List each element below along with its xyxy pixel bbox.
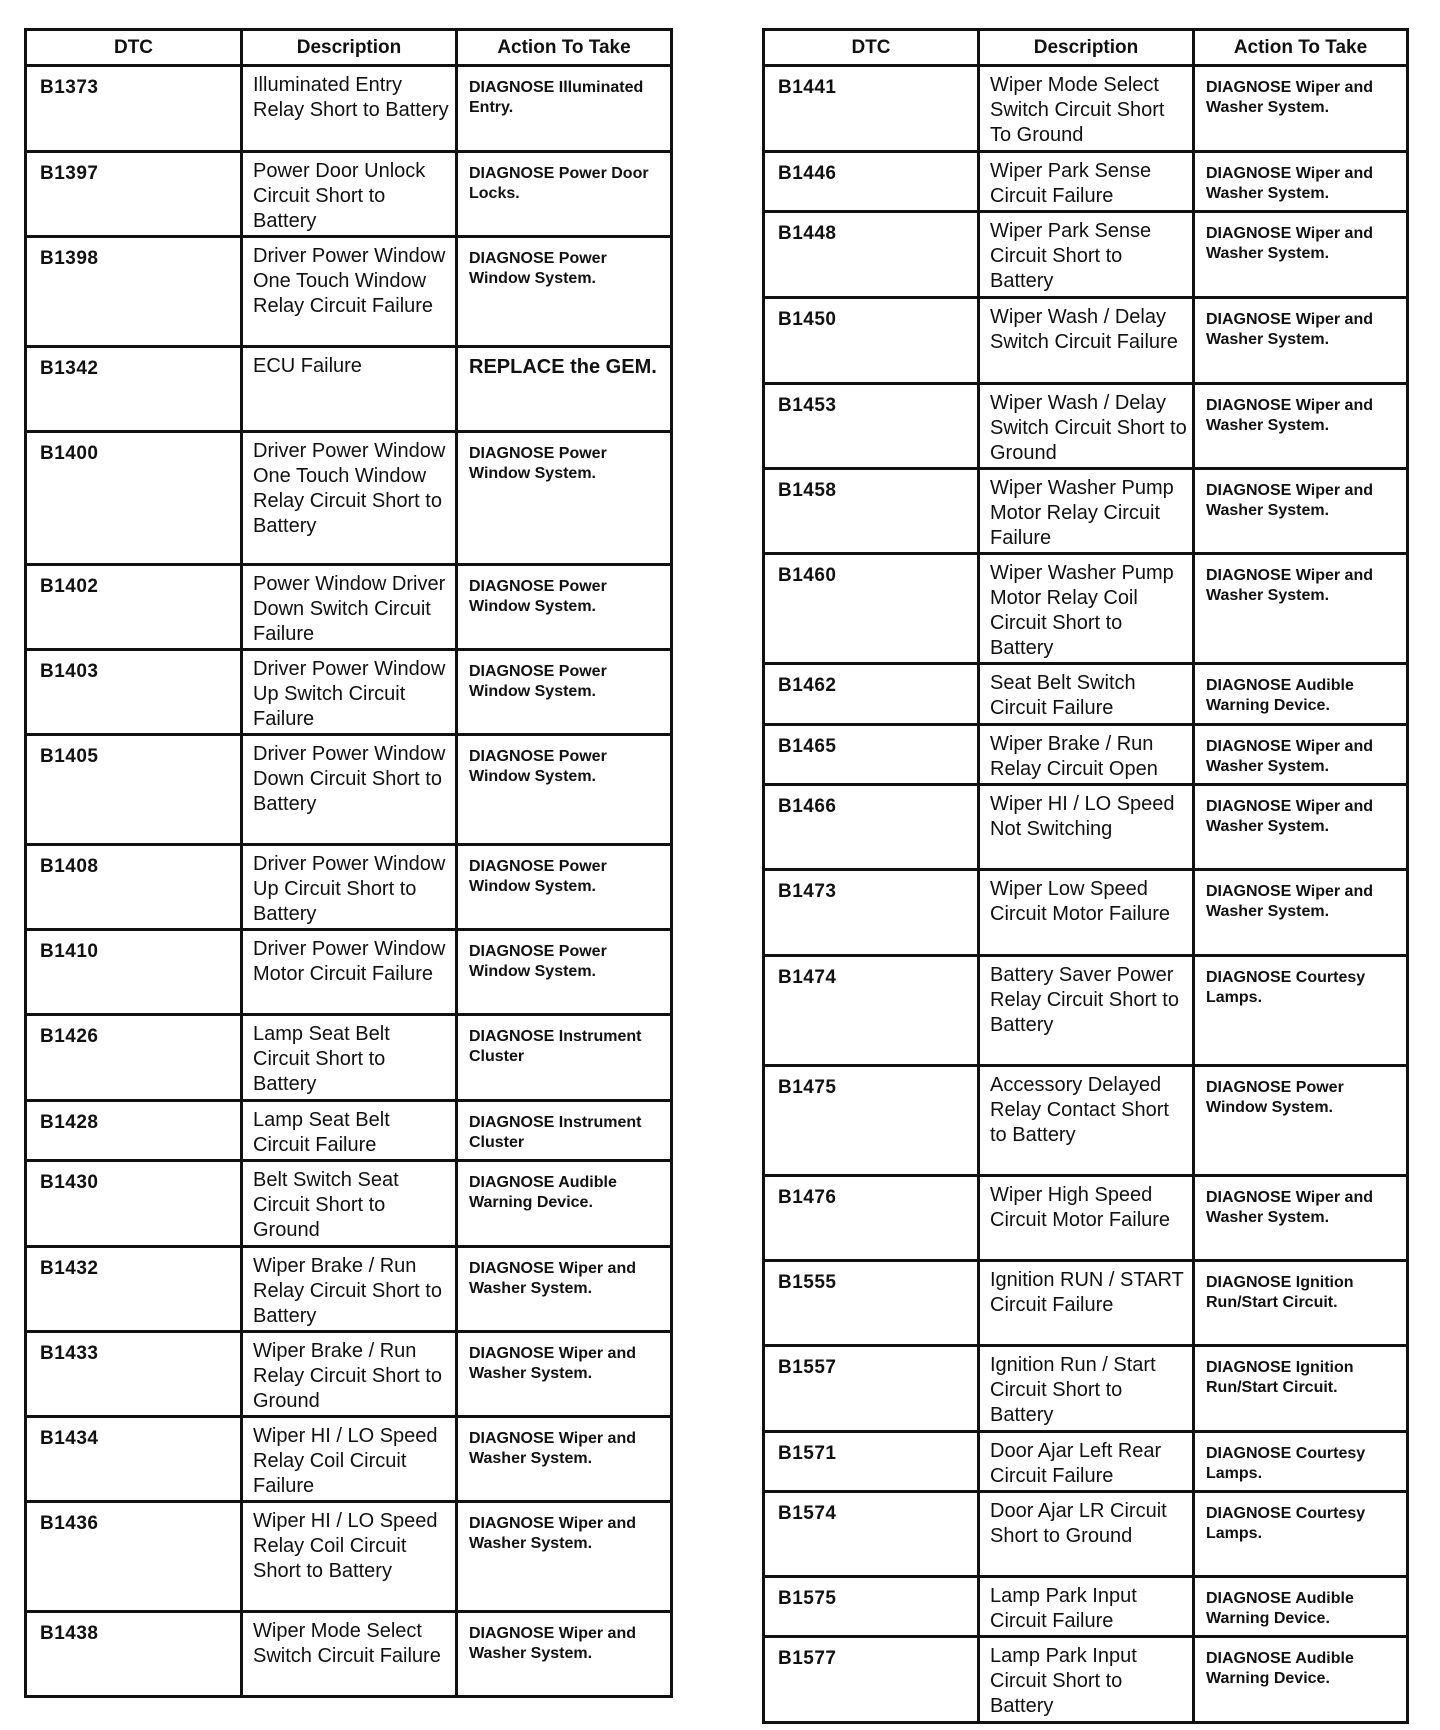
dtc-description: Lamp Park Input Circuit Failure	[979, 1577, 1194, 1637]
dtc-description: Wiper HI / LO Speed Not Switching	[979, 785, 1194, 870]
table-row	[764, 1261, 1408, 1346]
table-header-row	[764, 30, 1408, 66]
table-row	[26, 845, 672, 930]
table-header-row	[26, 30, 672, 66]
dtc-action: DIAGNOSE Wiper and Washer System.	[1194, 1176, 1408, 1261]
dtc-code: B1465	[764, 725, 979, 785]
table-row	[764, 1066, 1408, 1176]
dtc-code: B1430	[26, 1161, 242, 1247]
dtc-description: Wiper Brake / Run Relay Circuit Short to Ground	[242, 1332, 457, 1417]
dtc-description: Wiper High Speed Circuit Motor Failure	[979, 1176, 1194, 1261]
dtc-action: DIAGNOSE Audible Warning Device.	[1194, 664, 1408, 725]
dtc-action: DIAGNOSE Wiper and Washer System.	[1194, 212, 1408, 298]
dtc-action: DIAGNOSE Wiper and Washer System.	[1194, 870, 1408, 956]
dtc-table-right	[762, 28, 1409, 1724]
dtc-description: Battery Saver Power Relay Circuit Short to Battery	[979, 956, 1194, 1066]
table-row	[26, 650, 672, 735]
dtc-action: DIAGNOSE Wiper and Washer System.	[1194, 298, 1408, 384]
table-row	[764, 212, 1408, 298]
table-row	[764, 1637, 1408, 1723]
dtc-code: B1557	[764, 1346, 979, 1432]
dtc-action: DIAGNOSE Wiper and Washer System.	[457, 1332, 672, 1417]
dtc-description: Wiper Brake / Run Relay Circuit Open	[979, 725, 1194, 785]
dtc-action: DIAGNOSE Audible Warning Device.	[1194, 1577, 1408, 1637]
table-row	[26, 735, 672, 845]
dtc-code: B1577	[764, 1637, 979, 1723]
dtc-code: B1474	[764, 956, 979, 1066]
dtc-action: DIAGNOSE Wiper and Washer System.	[1194, 725, 1408, 785]
dtc-action: DIAGNOSE Power Window System.	[457, 650, 672, 735]
dtc-code: B1458	[764, 469, 979, 554]
dtc-code: B1460	[764, 554, 979, 664]
dtc-action: DIAGNOSE Courtesy Lamps.	[1194, 1492, 1408, 1577]
dtc-action: DIAGNOSE Power Window System.	[457, 735, 672, 845]
table-row	[764, 384, 1408, 469]
table-row	[26, 66, 672, 152]
dtc-code: B1575	[764, 1577, 979, 1637]
dtc-code: B1436	[26, 1502, 242, 1612]
dtc-description: Wiper Wash / Delay Switch Circuit Short to Ground	[979, 384, 1194, 469]
table-row	[764, 469, 1408, 554]
dtc-description: Wiper Low Speed Circuit Motor Failure	[979, 870, 1194, 956]
dtc-code: B1446	[764, 152, 979, 212]
table-row	[26, 930, 672, 1015]
dtc-description: Door Ajar Left Rear Circuit Failure	[979, 1432, 1194, 1492]
dtc-code: B1403	[26, 650, 242, 735]
table-row	[764, 1577, 1408, 1637]
table-row	[26, 565, 672, 650]
dtc-action: DIAGNOSE Illuminated Entry.	[457, 66, 672, 152]
dtc-action: DIAGNOSE Wiper and Washer System.	[1194, 469, 1408, 554]
dtc-code: B1397	[26, 152, 242, 237]
dtc-code: B1466	[764, 785, 979, 870]
table-row	[26, 1417, 672, 1502]
table-row	[764, 1176, 1408, 1261]
dtc-description: Lamp Park Input Circuit Short to Battery	[979, 1637, 1194, 1723]
table-row	[26, 1161, 672, 1247]
dtc-action: REPLACE the GEM.	[457, 347, 672, 432]
dtc-code: B1408	[26, 845, 242, 930]
dtc-action: DIAGNOSE Audible Warning Device.	[1194, 1637, 1408, 1723]
dtc-code: B1462	[764, 664, 979, 725]
dtc-description: Wiper Brake / Run Relay Circuit Short to Battery	[242, 1247, 457, 1332]
dtc-action: DIAGNOSE Wiper and Washer System.	[457, 1502, 672, 1612]
table-row	[764, 1432, 1408, 1492]
dtc-action: DIAGNOSE Audible Warning Device.	[457, 1161, 672, 1247]
header-dtc: DTC	[26, 30, 242, 66]
dtc-description: Belt Switch Seat Circuit Short to Ground	[242, 1161, 457, 1247]
dtc-code: B1571	[764, 1432, 979, 1492]
dtc-description: Driver Power Window Up Circuit Short to Battery	[242, 845, 457, 930]
dtc-code: B1438	[26, 1612, 242, 1697]
table-row	[26, 432, 672, 565]
table-row	[26, 237, 672, 347]
dtc-code: B1410	[26, 930, 242, 1015]
dtc-action: DIAGNOSE Instrument Cluster	[457, 1101, 672, 1161]
table-row	[26, 1247, 672, 1332]
dtc-action: DIAGNOSE Power Window System.	[457, 237, 672, 347]
dtc-action: DIAGNOSE Wiper and Washer System.	[457, 1612, 672, 1697]
header-dtc: DTC	[764, 30, 979, 66]
table-row	[26, 1101, 672, 1161]
table-row	[764, 870, 1408, 956]
dtc-action: DIAGNOSE Wiper and Washer System.	[1194, 384, 1408, 469]
dtc-description: Illuminated Entry Relay Short to Battery	[242, 66, 457, 152]
table-row	[764, 1492, 1408, 1577]
dtc-action: DIAGNOSE Power Door Locks.	[457, 152, 672, 237]
dtc-action: DIAGNOSE Power Window System.	[1194, 1066, 1408, 1176]
table-row	[26, 1332, 672, 1417]
table-row	[764, 152, 1408, 212]
table-row	[764, 554, 1408, 664]
dtc-description: Wiper Mode Select Switch Circuit Failure	[242, 1612, 457, 1697]
table-row	[764, 785, 1408, 870]
table-row	[764, 66, 1408, 152]
dtc-action: DIAGNOSE Wiper and Washer System.	[1194, 785, 1408, 870]
table-row	[26, 1015, 672, 1101]
dtc-code: B1450	[764, 298, 979, 384]
dtc-description: Lamp Seat Belt Circuit Short to Battery	[242, 1015, 457, 1101]
dtc-code: B1473	[764, 870, 979, 956]
dtc-action: DIAGNOSE Wiper and Washer System.	[457, 1417, 672, 1502]
dtc-code: B1428	[26, 1101, 242, 1161]
dtc-code: B1402	[26, 565, 242, 650]
dtc-description: Lamp Seat Belt Circuit Failure	[242, 1101, 457, 1161]
table-row	[764, 298, 1408, 384]
dtc-table-left	[24, 28, 673, 1698]
dtc-description: Wiper HI / LO Speed Relay Coil Circuit Failure	[242, 1417, 457, 1502]
dtc-action: DIAGNOSE Courtesy Lamps.	[1194, 1432, 1408, 1492]
dtc-action: DIAGNOSE Power Window System.	[457, 565, 672, 650]
dtc-description: Wiper Park Sense Circuit Failure	[979, 152, 1194, 212]
dtc-description: Wiper Wash / Delay Switch Circuit Failure	[979, 298, 1194, 384]
dtc-code: B1432	[26, 1247, 242, 1332]
dtc-description: Ignition Run / Start Circuit Short to Battery	[979, 1346, 1194, 1432]
dtc-description: Driver Power Window One Touch Window Relay Circuit Short to Battery	[242, 432, 457, 565]
dtc-description: Seat Belt Switch Circuit Failure	[979, 664, 1194, 725]
dtc-action: DIAGNOSE Wiper and Washer System.	[1194, 66, 1408, 152]
dtc-action: DIAGNOSE Power Window System.	[457, 432, 672, 565]
dtc-description: Ignition RUN / START Circuit Failure	[979, 1261, 1194, 1346]
dtc-code: B1441	[764, 66, 979, 152]
dtc-code: B1574	[764, 1492, 979, 1577]
dtc-code: B1398	[26, 237, 242, 347]
dtc-action: DIAGNOSE Courtesy Lamps.	[1194, 956, 1408, 1066]
table-row	[764, 956, 1408, 1066]
dtc-description: Driver Power Window Motor Circuit Failure	[242, 930, 457, 1015]
table-row	[26, 1502, 672, 1612]
dtc-description: Wiper Mode Select Switch Circuit Short To Ground	[979, 66, 1194, 152]
header-action: Action To Take	[1194, 30, 1408, 66]
dtc-description: Driver Power Window Down Circuit Short to Battery	[242, 735, 457, 845]
table-row	[26, 152, 672, 237]
dtc-code: B1426	[26, 1015, 242, 1101]
dtc-code: B1448	[764, 212, 979, 298]
dtc-action: DIAGNOSE Ignition Run/Start Circuit.	[1194, 1261, 1408, 1346]
dtc-action: DIAGNOSE Instrument Cluster	[457, 1015, 672, 1101]
dtc-description: Power Window Driver Down Switch Circuit Failure	[242, 565, 457, 650]
dtc-description: Wiper Park Sense Circuit Short to Battery	[979, 212, 1194, 298]
dtc-action: DIAGNOSE Ignition Run/Start Circuit.	[1194, 1346, 1408, 1432]
dtc-description: Wiper HI / LO Speed Relay Coil Circuit Short to Battery	[242, 1502, 457, 1612]
dtc-code: B1434	[26, 1417, 242, 1502]
dtc-code: B1342	[26, 347, 242, 432]
dtc-code: B1476	[764, 1176, 979, 1261]
dtc-code: B1400	[26, 432, 242, 565]
dtc-code: B1555	[764, 1261, 979, 1346]
dtc-description: Driver Power Window Up Switch Circuit Failure	[242, 650, 457, 735]
dtc-description: Wiper Washer Pump Motor Relay Circuit Failure	[979, 469, 1194, 554]
dtc-code: B1405	[26, 735, 242, 845]
table-row	[764, 725, 1408, 785]
header-description: Description	[242, 30, 457, 66]
dtc-code: B1453	[764, 384, 979, 469]
dtc-description: ECU Failure	[242, 347, 457, 432]
header-action: Action To Take	[457, 30, 672, 66]
dtc-description: Power Door Unlock Circuit Short to Battery	[242, 152, 457, 237]
dtc-code: B1433	[26, 1332, 242, 1417]
dtc-action: DIAGNOSE Power Window System.	[457, 930, 672, 1015]
table-row	[764, 1346, 1408, 1432]
dtc-action: DIAGNOSE Wiper and Washer System.	[1194, 554, 1408, 664]
header-description: Description	[979, 30, 1194, 66]
dtc-description: Door Ajar LR Circuit Short to Ground	[979, 1492, 1194, 1577]
dtc-code: B1475	[764, 1066, 979, 1176]
dtc-code: B1373	[26, 66, 242, 152]
dtc-action: DIAGNOSE Power Window System.	[457, 845, 672, 930]
dtc-action: DIAGNOSE Wiper and Washer System.	[457, 1247, 672, 1332]
dtc-description: Accessory Delayed Relay Contact Short to Battery	[979, 1066, 1194, 1176]
dtc-description: Driver Power Window One Touch Window Relay Circuit Failure	[242, 237, 457, 347]
table-row	[764, 664, 1408, 725]
table-row	[26, 347, 672, 432]
table-row	[26, 1612, 672, 1697]
dtc-action: DIAGNOSE Wiper and Washer System.	[1194, 152, 1408, 212]
dtc-description: Wiper Washer Pump Motor Relay Coil Circuit Short to Battery	[979, 554, 1194, 664]
